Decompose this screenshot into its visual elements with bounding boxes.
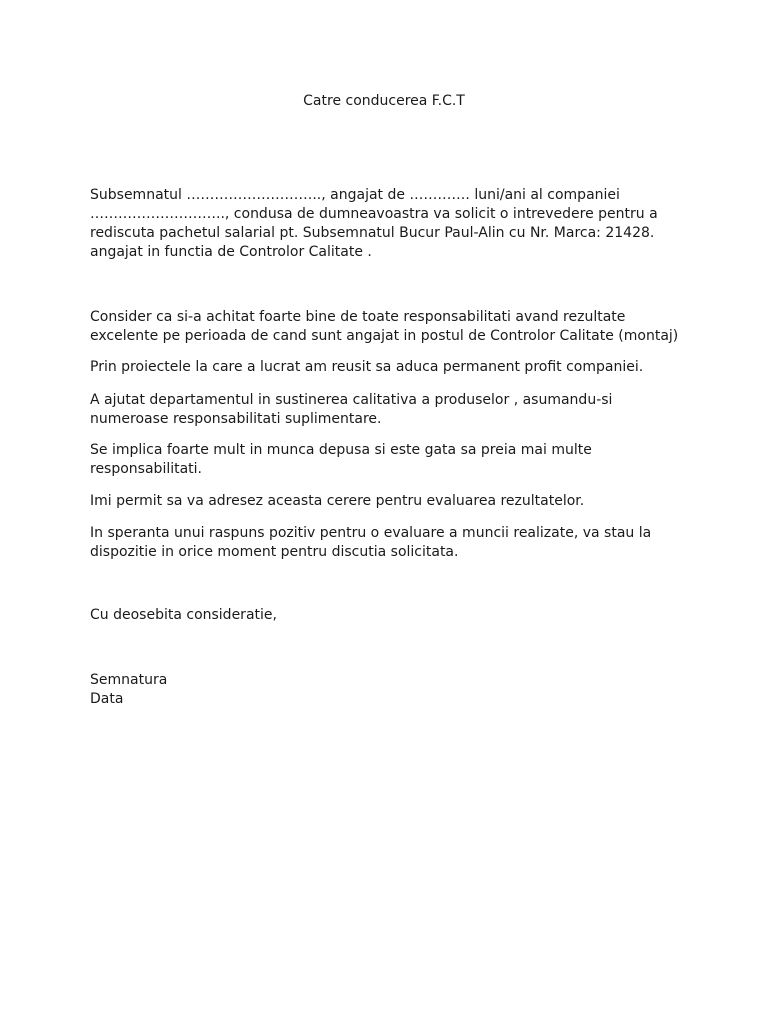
paragraph-line: Imi permit sa va adresez aceasta cerere pentru evaluarea rezultatelor. [90,493,585,509]
paragraph-request [90,492,690,511]
paragraph-department [90,391,690,429]
intro-line: Subsemnatul ……………………….., angajat de …………. luni/ani al companiei [90,187,620,203]
paragraph-achievements [90,308,690,346]
signature-label: Semnatura [90,672,168,688]
paragraph-line: Consider ca si-a achitat foarte bine de toate responsabilitati avand rezultate [90,309,626,325]
intro-line: rediscuta pachetul salarial pt. Subsemnatul Bucur Paul-Alin cu Nr. Marca: 21428. [90,225,655,241]
paragraph-line: dispozitie in orice moment pentru discutia solicitata. [90,544,459,560]
paragraph-line: Prin proiectele la care a lucrat am reusit sa aduca permanent profit companiei. [90,359,644,375]
date-label: Data [90,691,124,707]
paragraph-involvement [90,441,690,479]
intro-paragraph [90,186,690,262]
intro-line: angajat in functia de Controlor Calitate . [90,244,372,260]
paragraph-line: A ajutat departamentul in sustinerea calitativa a produselor , asumandu-si [90,392,613,408]
closing-line: Cu deosebita consideratie, [90,607,277,623]
paragraph-line: responsabilitati. [90,461,203,477]
paragraph-line: numeroase responsabilitati suplimentare. [90,411,382,427]
letter-title: Catre conducerea F.C.T [303,93,465,109]
intro-line: ……………………….., condusa de dumneavoastra va solicit o intrevedere pentru a [90,206,658,222]
paragraph-line: Se implica foarte mult in munca depusa si este gata sa preia mai multe [90,442,592,458]
closing-salutation [90,606,690,625]
paragraph-projects [90,358,690,377]
paragraph-line: In speranta unui raspuns pozitiv pentru o evaluare a muncii realizate, va stau la [90,525,652,541]
paragraph-availability [90,524,690,562]
paragraph-line: excelente pe perioada de cand sunt angajat in postul de Controlor Calitate (montaj) [90,328,679,344]
signature-block [90,671,690,709]
